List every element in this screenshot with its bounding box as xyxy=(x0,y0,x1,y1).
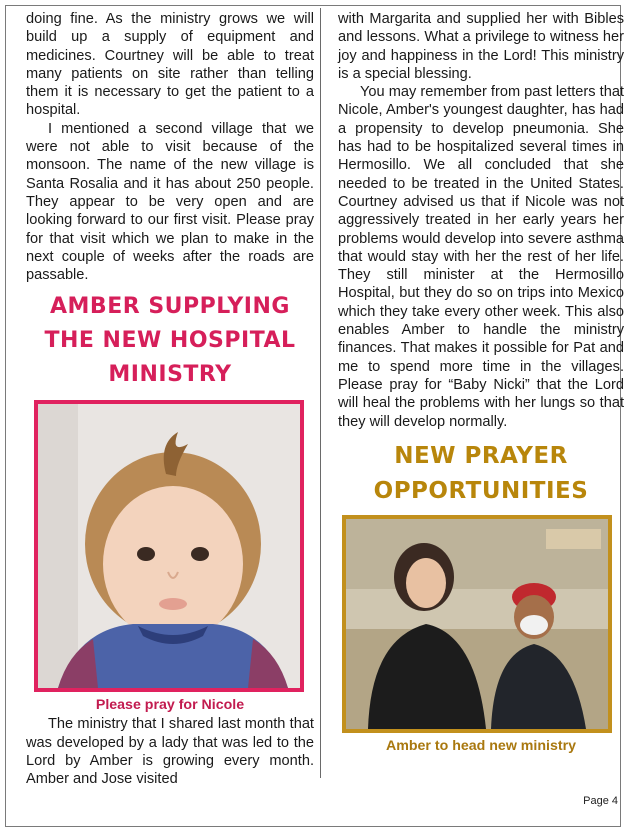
left-paragraph-2: I mentioned a second village that we were not able to visit because of the monsoon. The name of the new village is Santa Rosalia and it has about 250 people. They appear to be very open and are looking forward to our first visit. Please pray for that visit which we plan to make in the next couple of weeks after the roads are passable. xyxy=(26,120,314,284)
heading-line: AMBER SUPPLYING xyxy=(50,294,290,320)
right-paragraph-2: You may remember from past letters that Nicole, Amber's youngest daughter, has had a propensity to develop pneumonia. She has had to be hospitalized several times in Hermosillo. We all concluded that she needed to be treated in the United States. Courtney advised us that if Nicole was not aggressively treated in her early years her problems would develop into severe asthma that would stay with her the rest of her life. They still minister at the Hermosillo Hospital, but they do so on trips into Mexico which they take every other week. This also enables Amber to handle the ministry finances. That makes it possible for Pat and me to spend more time in the villages. Please pray for “Baby Nicki” that the Lord will heal the problems with her lungs so that they will develop normally. xyxy=(338,84,624,430)
photo-caption: Amber to head new ministry xyxy=(386,737,576,754)
photo-caption: Please pray for Nicole xyxy=(95,697,245,714)
left-paragraph-3: The ministry that I shared last month that was developed by a lady that was led to the Lord by Amber is growing every month. Amber and Jose visited xyxy=(26,716,314,788)
nicole-photo xyxy=(34,400,304,692)
column-divider xyxy=(320,8,321,778)
right-column xyxy=(338,10,624,756)
left-column xyxy=(26,10,314,789)
page-number: Page 4 xyxy=(583,795,618,807)
section-heading-amber xyxy=(26,290,314,392)
left-paragraph-1: doing fine. As the ministry grows we will build up a supply of equipment and medicines. Courtney will be able to treat many patients on site rather than telling them it is necessary to get the patient to a hospital. xyxy=(26,11,314,119)
woman-and-boy-image xyxy=(346,519,608,729)
right-paragraph-1: with Margarita and supplied her with Bibles and lessons. What a privilege to witness her joy and happiness in the Lord! This ministry is a special blessing. xyxy=(338,11,624,82)
heading-line: MINISTRY xyxy=(108,362,232,388)
section-heading-prayer xyxy=(338,439,624,509)
heading-line: OPPORTUNITIES xyxy=(373,477,589,504)
amber-photo xyxy=(342,515,612,733)
child-portrait-image xyxy=(38,404,300,688)
heading-line: THE NEW HOSPITAL xyxy=(44,328,296,354)
heading-line: NEW PRAYER xyxy=(394,442,568,469)
